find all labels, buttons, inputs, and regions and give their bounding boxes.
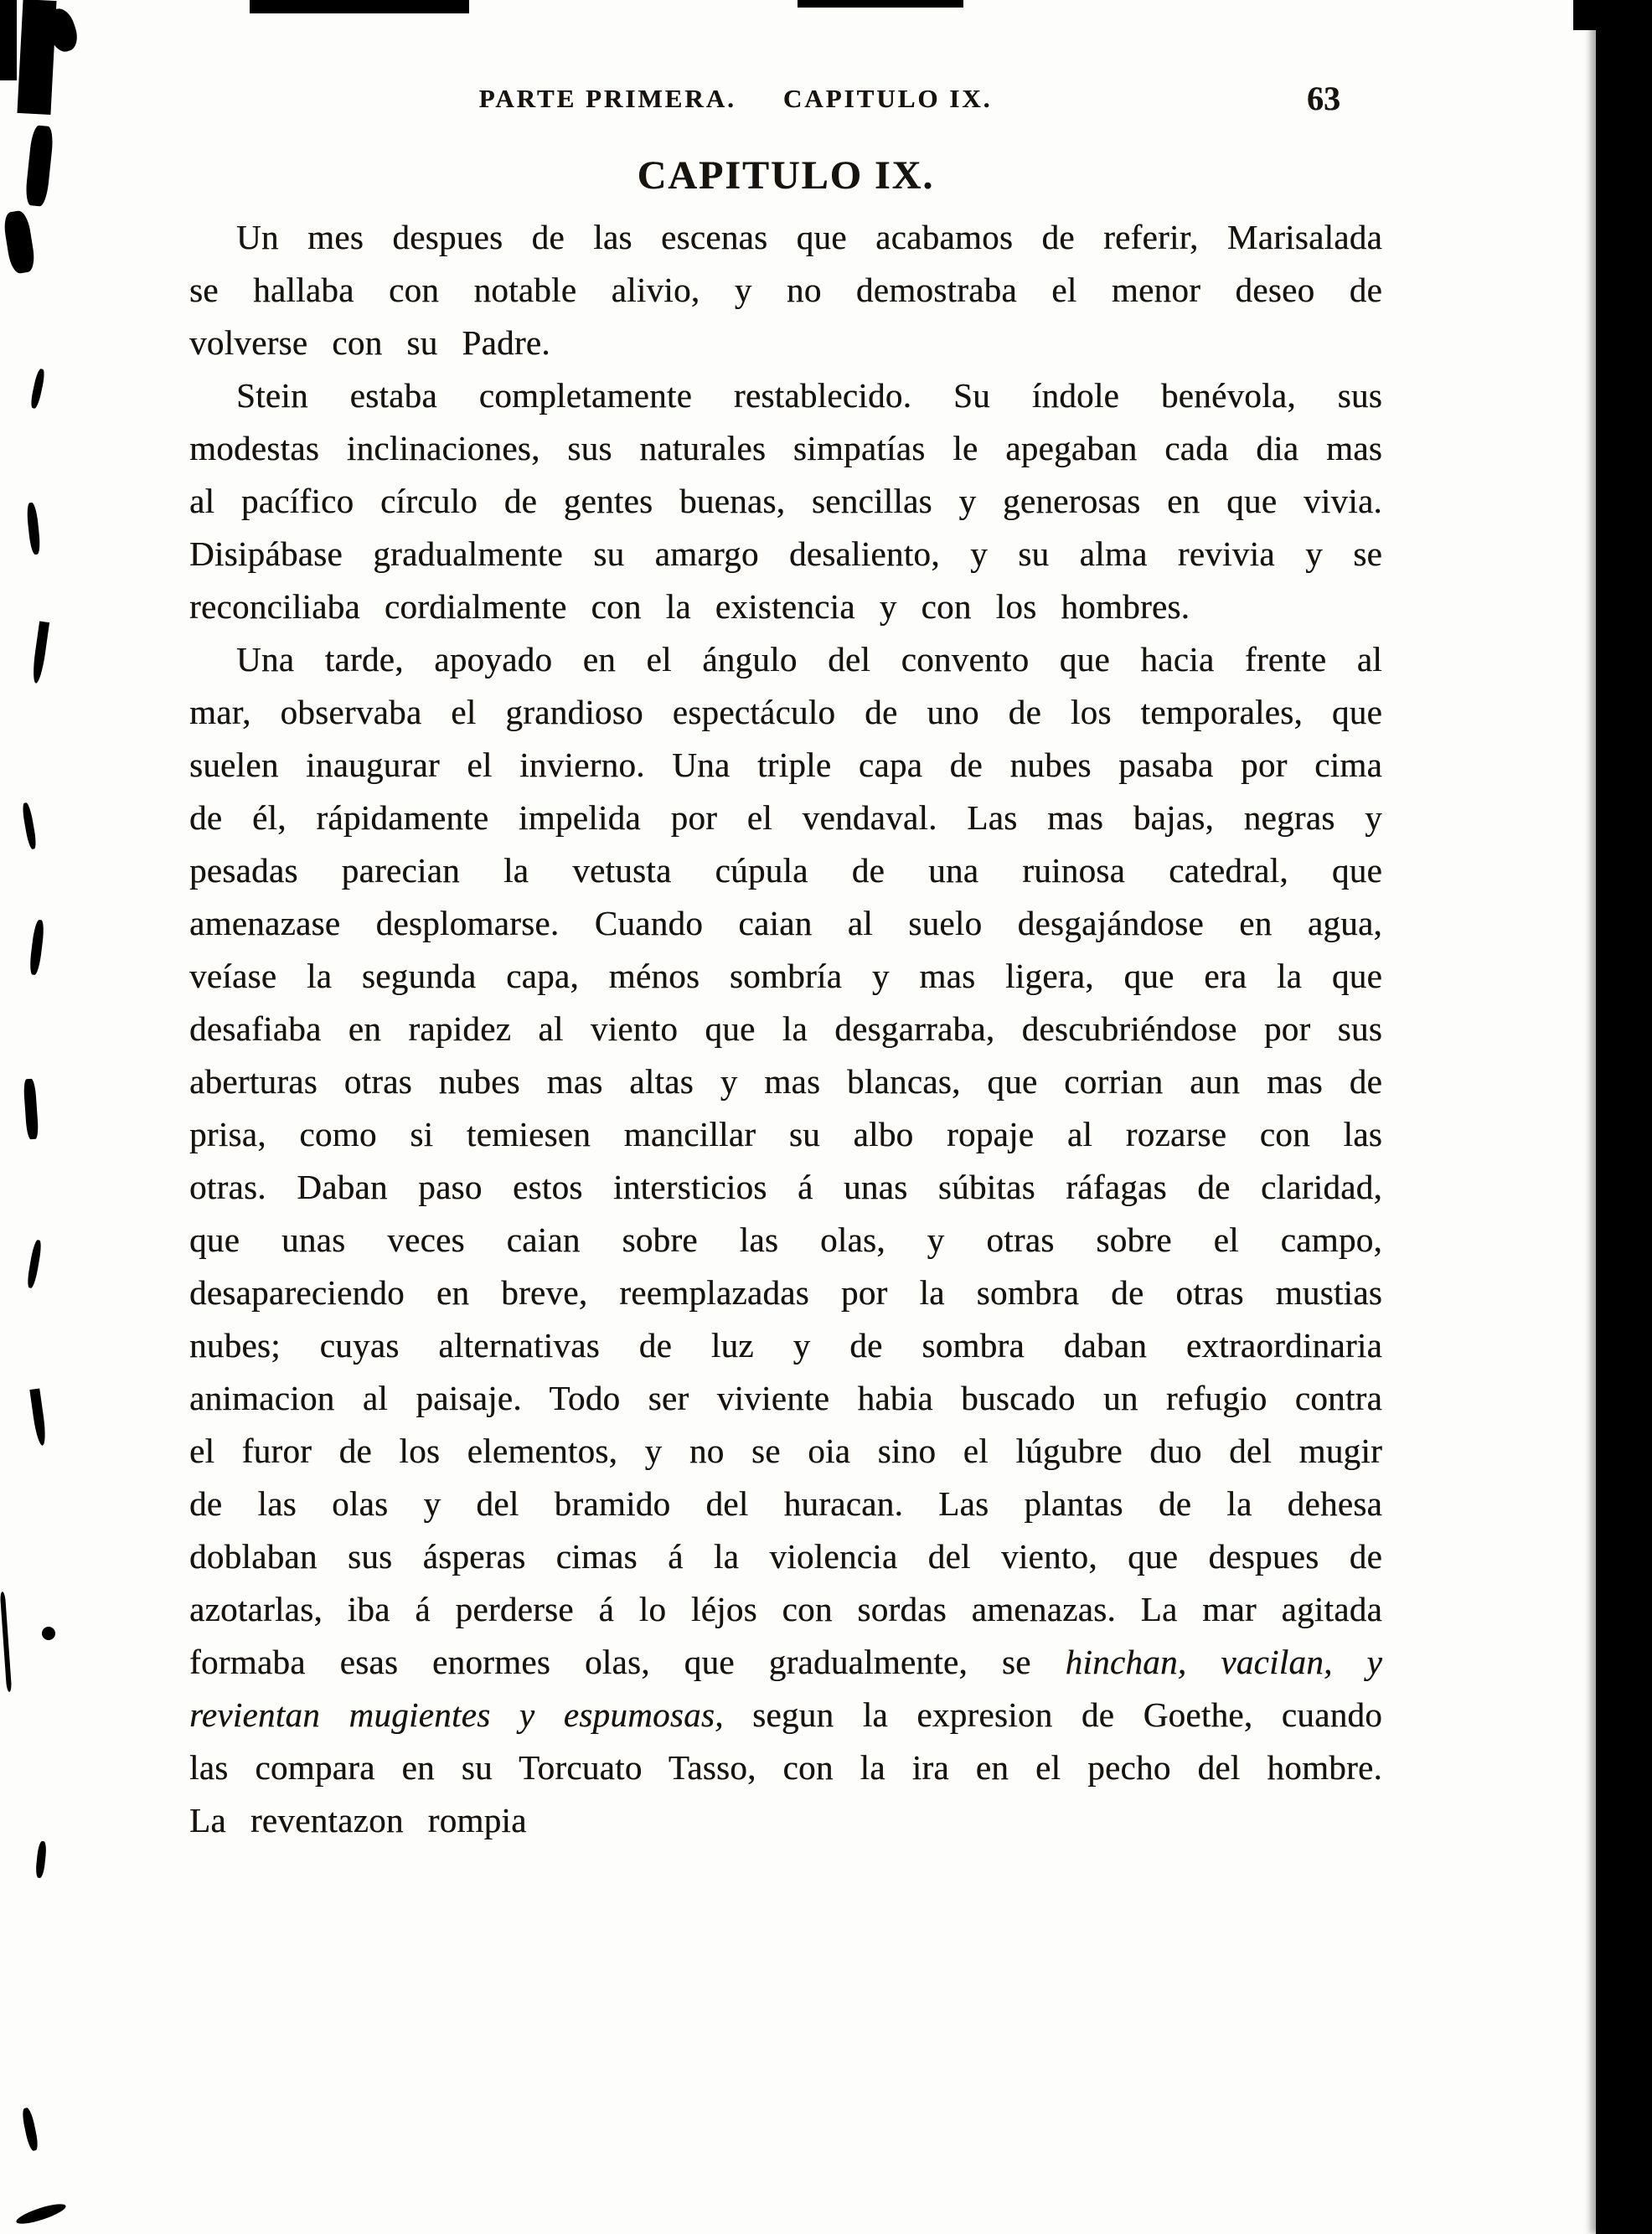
page-number: 63 (1307, 80, 1340, 117)
scan-artifact-left-8 (29, 1388, 47, 1446)
body-text (189, 211, 1382, 1847)
scan-artifact-ink-dot (42, 1627, 55, 1640)
scan-artifact-top-left-2 (0, 0, 17, 80)
scan-artifact-top-left-5 (2, 209, 36, 275)
paragraph-1 (189, 211, 1382, 369)
scan-artifact-left-3 (31, 622, 49, 684)
scan-artifact-top-bar-2 (798, 0, 963, 8)
scan-artifact-left-5 (28, 920, 45, 976)
paragraph-1-text: Un mes despues de las escenas que acabamos de referir, Marisalada se hallaba con notable alivio, y no demostraba el menor deseo de volverse con su Padre. (189, 218, 1382, 362)
running-header (191, 84, 1280, 114)
scan-artifact-left-6 (23, 1079, 39, 1140)
chapter-title: CAPITULO IX. (637, 153, 935, 198)
scan-artifact-left-9 (35, 1841, 48, 1879)
scan-artifact-left-1 (29, 368, 46, 409)
running-header-chapter: CAPITULO IX. (782, 84, 993, 113)
scan-artifact-left-10 (21, 2107, 40, 2151)
paragraph-3-text-2: segun la expresion de Goethe, cuando las compara en su Torcuato Tasso, con la ira en el pecho del hombre. La reventazon rompia (189, 1695, 1382, 1839)
paragraph-2-text: Stein estaba completamente restablecido. Su índole benévola, sus modestas inclinaciones, sus naturales simpatías le apegaban cada dia mas al pacífico círculo de gentes buenas, sencillas y generosas en que vivia. Disipábase gradualmente su amargo desaliento, y su alma revivia y se reconciliaba cordialmente con la existencia y con los hombres. (189, 376, 1382, 626)
paragraph-3-text-italic: hinchan, vacilan, y revientan mugientes y espumosas, (189, 1643, 1382, 1734)
scan-artifact-left-7 (26, 1240, 43, 1289)
scan-artifact-top-bar-1 (250, 0, 469, 13)
scan-artifact-bottom-left (14, 2200, 67, 2227)
running-header-section: PARTE PRIMERA. (478, 84, 736, 113)
scan-artifact-paren-mark (0, 1592, 12, 1692)
paragraph-3 (189, 633, 1382, 1847)
scan-artifact-left-4 (21, 802, 38, 850)
scan-artifact-left-2 (26, 503, 41, 555)
scan-artifact-top-right (1573, 0, 1598, 30)
scan-artifact-top-left-4 (24, 125, 54, 207)
paragraph-2 (189, 369, 1382, 633)
scan-edge-right (1596, 0, 1652, 2234)
paragraph-3-text-1: Una tarde, apoyado en el ángulo del convento que hacia frente al mar, observaba el grandioso espectáculo de uno de los temporales, que suelen inaugurar el invierno. Una triple capa de nubes pasaba por cima de él, rápidamente impelida por el vendaval. Las mas bajas, negras y pesadas parecian la vetusta cúpula de una ruinosa catedral, que amenazase desplomarse. Cuando caian al suelo desgajándose en agua, veíase la segunda capa, ménos sombría y mas ligera, que era la que desafiaba en rapidez al viento que la desgarraba, descubriéndose por sus aberturas otras nubes mas altas y mas blancas, que corrian aun mas de prisa, como si temiesen mancillar su albo ropaje al rozarse con las otras. Daban paso estos intersticios á unas súbitas ráfagas de claridad, que unas veces caian sobre las olas, y otras sobre el campo, desapareciendo en breve, reemplazadas por la sombra de otras mustias nubes; cuyas alternativas de luz y de sombra daban extraordinaria animacion al paisaje. Todo ser viviente habia buscado un refugio contra el furor de los elementos, y no se oia sino el lúgubre duo del mugir de las olas y del bramido del huracan. Las plantas de la dehesa doblaban sus ásperas cimas á la violencia del viento, que despues de azotarlas, iba á perderse á lo léjos con sordas amenazas. La mar agitada formaba esas enormes olas, que gradualmente, se (189, 640, 1382, 1681)
